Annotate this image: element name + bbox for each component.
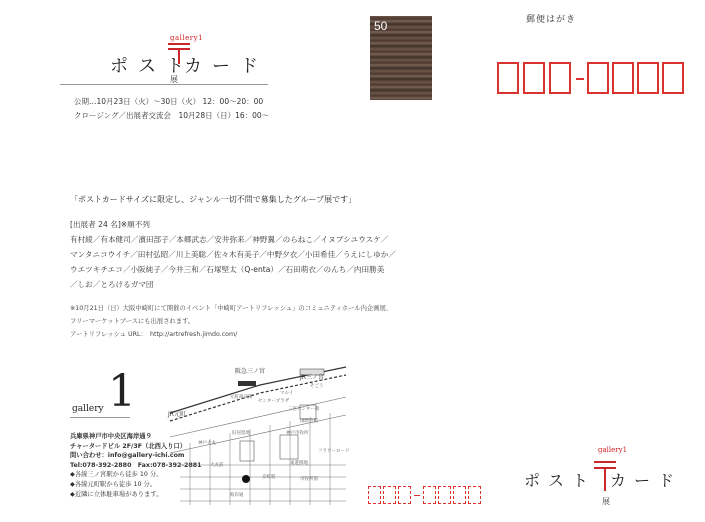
title-right-text: カード <box>184 56 268 77</box>
exhibitors-line-1: 有村綾／有本健司／濱田部子／本郷武志／安井弥来／神野翼／のらねこ／イヌブシユウスケ／ <box>70 235 389 244</box>
bottom-title-block <box>524 440 694 514</box>
zip-box-4 <box>587 62 609 94</box>
map-building-a <box>240 441 254 461</box>
bottom-title-left: ポスト <box>524 471 597 490</box>
map-label-street-c: 東遊園地 <box>290 461 308 466</box>
zip-box-6 <box>637 62 659 94</box>
catchphrase: 「ポストカードサイズに限定し、ジャンル一切不問で募集したグループ展です」 <box>70 195 357 204</box>
small-zip-box-5 <box>438 486 451 504</box>
post-mark-bar-top <box>168 43 190 45</box>
gallery-word: gallery <box>72 404 104 414</box>
address-line-2: チャータードビル 2F/3F（北西入り口） <box>70 442 187 450</box>
zip-box-3 <box>549 62 571 94</box>
small-zip-dash <box>414 495 420 496</box>
map-label-small-5: 市役所前 <box>300 477 318 482</box>
map-label-jr-motomachi: JR元町 <box>168 411 186 418</box>
gallery-rule <box>70 417 130 418</box>
gallery-number: 1 <box>108 366 136 417</box>
closing-text: クロージング／出展者交流会 10月28日（日）16：00〜 <box>74 111 270 120</box>
map-label-hankyu: 阪急三ノ宮 <box>235 368 266 375</box>
map-label-jr-sannomiya: JR三ノ宮 <box>300 374 324 381</box>
map-grid <box>180 413 346 505</box>
map-label-daimaru: 神戸大丸 <box>198 441 216 446</box>
bottom-post-mark-bar-stem <box>604 467 606 491</box>
exhibitors-line-4: ／しお／とろけるガマ団 <box>70 280 154 289</box>
title-block <box>110 34 270 94</box>
access-line-2: ◆各線元町駅から徒歩 10 分。 <box>70 480 157 488</box>
map-label-sogo: そごう <box>310 384 324 389</box>
address-line-1: 兵庫県神戸市中央区海岸通９ <box>70 433 152 440</box>
small-zip-box-7 <box>468 486 481 504</box>
zip-dash <box>576 78 584 80</box>
access-line-3: ◆近隣に立体駐車場があります。 <box>70 490 163 498</box>
map-label-marui: マルイ <box>280 391 294 396</box>
map-label-center-plaza: センタープラザ <box>258 399 290 404</box>
access-line-1: ◆各線三ノ宮駅から徒歩 10 分。 <box>70 471 163 479</box>
small-zip-box-3 <box>398 486 411 504</box>
bottom-title-ten: 展 <box>602 497 610 506</box>
small-zip-box-6 <box>453 486 466 504</box>
note-line-1: ※10月21日（日）大阪中崎町にて開催のイベント「中崎町アートリフレッシュ」のコミュニティホール内企画展、 <box>70 305 393 312</box>
note-line-3: アートリフレッシュ URL： http://artrefresh.jimdo.com/ <box>70 331 238 338</box>
bottom-post-mark-bar-top <box>594 461 616 463</box>
access-map <box>150 355 355 507</box>
title-gallery-mark: gallery1 <box>170 34 204 42</box>
map-label-small-1: 元町商店街 <box>230 395 253 400</box>
stamp-value: 50 <box>374 19 388 33</box>
exhibitors-heading: [出展者 24 名]※順不列 <box>70 220 150 229</box>
postage-stamp <box>370 16 432 100</box>
title-left-text: ポスト <box>110 56 194 77</box>
zip-box-5 <box>612 62 634 94</box>
small-zip-box-4 <box>423 486 436 504</box>
map-gallery-marker <box>242 475 250 483</box>
small-zip-box-2 <box>383 486 396 504</box>
zip-box-1 <box>497 62 519 94</box>
map-label-small-3: 海岸通 <box>230 493 244 498</box>
map-label-museum: 旧居留地 <box>232 431 250 436</box>
exhibitors-line-3: ウエツキチエコ／小阪純子／今井三和／石塚堅太（Q-enta）／石田萌衣／のんち／内田勝美 <box>70 265 385 274</box>
zip-box-2 <box>523 62 545 94</box>
map-label-street-a: 三宮センター街 <box>288 407 320 412</box>
map-label-street-d: フラワーロード <box>318 449 350 454</box>
map-label-small-2: 大丸前 <box>210 463 224 468</box>
map-building-b <box>280 435 298 459</box>
contact-email[interactable]: 問い合わせ：info@gallery-ichi.com <box>70 452 185 460</box>
title-ten: 展 <box>170 75 178 84</box>
contact-phone: Tel:078-392-2880 Fax:078-392-2881 <box>70 461 202 469</box>
note-line-2: フリーマーケットブースにも出展されます。 <box>70 318 195 325</box>
bottom-title-right: カード <box>610 471 683 490</box>
small-zip-code-boxes <box>368 486 492 506</box>
postcard-label: 郵便はがき <box>526 15 577 25</box>
exhibitors-line-2: マンタニコウイチ／田村弘昭／川上美聡／佐々木有美子／中野夕衣／小田希佳／うえにしゆか／ <box>70 250 396 259</box>
small-zip-box-1 <box>368 486 381 504</box>
map-station-hankyu <box>238 381 256 386</box>
map-label-city-hall: 神戸市役所 <box>286 431 309 436</box>
zip-box-7 <box>662 62 684 94</box>
zip-code-boxes <box>497 62 687 96</box>
map-label-street-b: 国際会館 <box>300 419 318 424</box>
schedule-text: 公期…10月23日（火）〜30日（火） 12：00〜20：00 <box>74 97 264 106</box>
title-rule <box>60 84 268 85</box>
bottom-gallery-mark: gallery1 <box>598 446 628 454</box>
map-label-small-4: 京町筋 <box>262 475 276 480</box>
